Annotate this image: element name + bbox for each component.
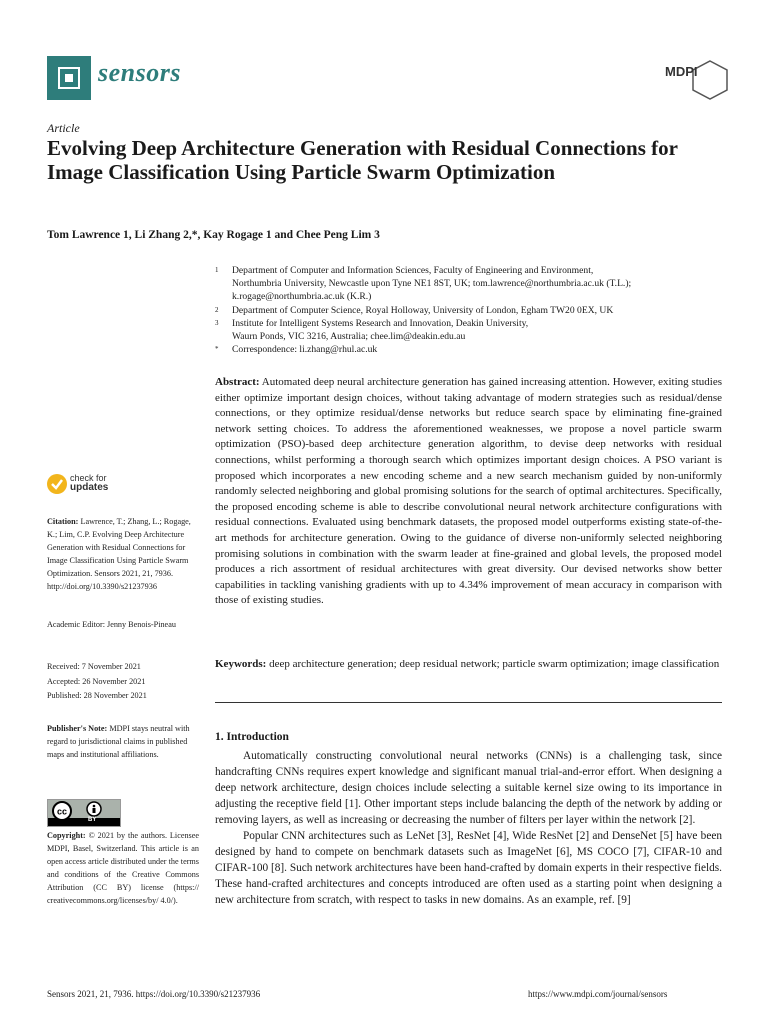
abstract-text: Automated deep neural architecture generation has gained increasing attention. However, exiting studies either optimize important design choices, without taking advantage of modern strategies such as residual/dense connections, or they optimize residual/dense networks but reduce search space by eliminating fine-grained network setting choices. To address the aforementioned weaknesses, we propose a novel particle swarm optimization (PSO)-based deep architecture generation algorithm, to devise deep networks with residual connections, whilst performing a thorough search which optimizes important design choices. A PSO variant is proposed which incorporates a new encoding scheme and a new search mechanism guided by non-uniformly randomly selected neighboring and global promising solutions for the search of optimal architectures. Specifically, the proposed encoding scheme is able to describe convolutional neural network architecture configurations with residual connections. Evaluated using benchmark datasets, the proposed model outperforms existing state-of-the-art methods for architecture generation. Owing to the guidance of diverse non-uniformly selected neighboring promising solutions in combination with the swarm leader at fine-grained and global levels, the proposed model produces a rich assortment of residual architectures with great diversity. Our devised networks show better capabilities in tackling vanishing gradients with up to 4.34% improvement of mean accuracy in comparison with those of existing studies.	[215, 376, 722, 607]
check-for-updates-link[interactable]: check for updates	[70, 473, 109, 493]
academic-editor: Academic Editor: Jenny Benois-Pineau	[47, 620, 176, 629]
keywords-label: Keywords:	[215, 658, 267, 670]
footer-journal-url[interactable]: https://www.mdpi.com/journal/sensors	[528, 989, 668, 999]
journal-name: sensors	[98, 58, 181, 87]
journal-logo	[47, 56, 91, 100]
cc-by-license-badge[interactable]	[47, 799, 121, 827]
paper-title: Evolving Deep Architecture Generation with Residual Connections for Image Classification Using Particle Swarm Optimization	[47, 136, 678, 184]
cc-by-label: BY	[88, 817, 97, 823]
published-date: Published: 28 November 2021	[47, 691, 147, 700]
introduction-body	[215, 748, 722, 908]
received-date: Received: 7 November 2021	[47, 662, 141, 671]
keywords	[215, 657, 722, 673]
abstract-label: Abstract:	[215, 376, 260, 388]
section-heading: 1. Introduction	[215, 731, 289, 743]
copyright: Copyright: © 2021 by the authors. Licensee MDPI, Basel, Switzerland. This article is an open access article distributed under the terms and conditions of the Creative Commons Attribution (CC BY) license (https:// creativecommons.org/licenses/by/ 4.0/).	[47, 831, 200, 906]
citation: Citation: Lawrence, T.; Zhang, L.; Rogage, K.; Lim, C.P. Evolving Deep Architecture Generation with Residual Connections for Image Classification Using Particle Swarm Optimization. Sensors 2021, 21, 7936. http://doi.org/10.3390/s21237936	[47, 517, 191, 592]
keywords-text: deep architecture generation; deep residual network; particle swarm optimization; image classification	[269, 658, 720, 670]
section-divider	[215, 702, 722, 703]
publisher-note: Publisher's Note: MDPI stays neutral with regard to jurisdictional claims in published maps and institutional affiliations.	[47, 724, 190, 760]
publisher-logo-text: MDPI	[665, 64, 698, 79]
article-type: Article	[47, 121, 80, 135]
footer-citation: Sensors 2021, 21, 7936. https://doi.org/10.3390/s21237936	[47, 989, 261, 999]
accepted-date: Accepted: 26 November 2021	[47, 677, 146, 686]
check-for-updates-icon[interactable]	[46, 473, 68, 495]
abstract	[215, 375, 722, 609]
cc-icon	[48, 800, 120, 826]
author-list: Tom Lawrence 1, Li Zhang 2,*, Kay Rogage 1 and Chee Peng Lim 3	[47, 229, 380, 241]
intro-paragraph-1: Automatically constructing convolutional neural networks (CNNs) is a challenging task, since handcrafting CNNs requires expert knowledge and significant manual trial-and-error effort. When designing a deep network architecture, design choices include selecting a suitable kernel size owing to its importance in adjusting the receptive field [1]. Other important steps include balancing the depth of the network by adding or removing layers, as well as increasing or decreasing the number of filters per layer within the network [2].	[215, 750, 722, 826]
intro-paragraph-2: Popular CNN architectures such as LeNet [3], ResNet [4], Wide ResNet [2] and DenseNet [5] have been designed by hand to compete on benchmark datasets such as ImageNet [6], MS COCO [7], CIFAR-10 and CIFAR-100 [8]. Such network architectures have been hand-crafted by domain experts in their respective fields. These hand-crafted architectures and concepts introduced are often used as a starting point when designing a new architecture from scratch, with respect to tasks in new domains. As an example, ref. [9]	[215, 830, 722, 906]
svg-text:cc: cc	[56, 806, 68, 817]
